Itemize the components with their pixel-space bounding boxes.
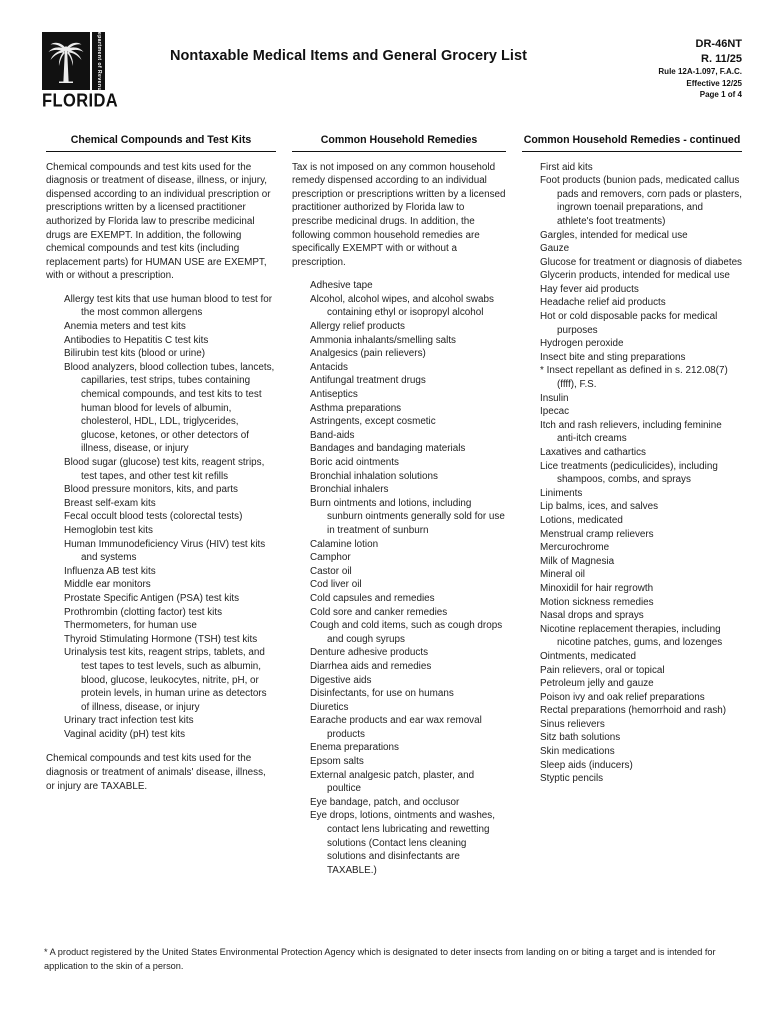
page-title: Nontaxable Medical Items and General Grocery List [169, 48, 527, 64]
list-item: Middle ear monitors [64, 579, 151, 591]
list-item: Gauze [540, 243, 570, 255]
list-item: Cold capsules and remedies [310, 592, 435, 604]
agency-name-vertical [92, 27, 105, 95]
list-item: Disinfectants, for use on humans [310, 688, 454, 700]
list-item: Allergy relief products [310, 321, 405, 333]
list-item: External analgesic patch, plaster, and poultice [310, 769, 475, 795]
list-item: Motion sickness remedies [540, 596, 654, 608]
list-item: Analgesics (pain relievers) [310, 348, 426, 360]
list-item: Bronchial inhalation solutions [310, 470, 438, 482]
list-item: Foot products (bunion pads, medicated callus pads and removers, corn pads or plasters, ingrown toenail preparations, and athlete's foot treatments) [540, 175, 742, 227]
list-item: Thyroid Stimulating Hormone (TSH) test kits [64, 633, 258, 645]
list-item: Castor oil [310, 565, 352, 577]
list-item: Eye drops, lotions, ointments and washes, contact lens lubricating and rewetting solutions (Contact lens cleaning solutions and disinfectants are TAXABLE.) [310, 810, 495, 876]
list-item: Antifungal treatment drugs [310, 375, 426, 387]
list-item: Mineral oil [540, 569, 586, 581]
form-metadata [577, 30, 742, 101]
list-item: Insect bite and sting preparations [540, 351, 686, 363]
column-heading: Common Household Remedies [292, 134, 506, 152]
list-item: Denture adhesive products [310, 647, 429, 659]
list-item: Digestive aids [310, 674, 372, 686]
list-item: Insulin [540, 392, 569, 404]
list-item: Blood analyzers, blood collection tubes, lancets, capillaries, test strips, tubes containing chemical compounds, and test kits to test human blood for levels of albumin, cholesterol, HDL, LDL, triglycerides, glucose, ketones, or other detectors of illness, disease, or injury [64, 361, 275, 455]
list-item: Anemia meters and test kits [64, 321, 186, 333]
list-item: Laxatives and cathartics [540, 447, 646, 459]
list-item: Blood pressure monitors, kits, and parts [64, 484, 238, 496]
title-block [120, 30, 577, 64]
list-item: Urinary tract infection test kits [64, 715, 194, 727]
list-item: First aid kits [540, 161, 593, 173]
list-item: Calamine lotion [310, 538, 379, 550]
form-page-number: Page 1 of 4 [699, 90, 742, 100]
palm-tree-icon [42, 32, 90, 90]
list-item: Thermometers, for human use [64, 620, 197, 632]
list-item: Camphor [310, 552, 351, 564]
form-code: DR-46NT [695, 38, 742, 50]
list-item: Breast self-exam kits [64, 497, 156, 509]
state-name: FLORIDA [42, 90, 119, 112]
column-body [292, 161, 506, 878]
list-item: Boric acid ointments [310, 457, 399, 469]
form-revision: R. 11/25 [701, 52, 742, 65]
list-item: Hot or cold disposable packs for medical purposes [540, 311, 718, 336]
agency-name-text: Department of Revenue [95, 27, 102, 95]
list-item: Ipecac [540, 406, 570, 418]
exempt-items-list [46, 293, 276, 742]
list-item: Urinalysis test kits, reagent strips, tablets, and test tapes to test levels, such as albumin, blood, glucose, leukocytes, nitrite, pH, or protein levels, in human urine as detectors of illness, disease, or injury [64, 647, 267, 713]
list-item: Antacids [310, 361, 348, 373]
list-item: Petroleum jelly and gauze [540, 678, 654, 690]
list-item: Burn ointments and lotions, including sunburn ointments generally sold for use in treatment of sunburn [310, 497, 505, 536]
list-item: Gargles, intended for medical use [540, 229, 688, 241]
list-item: Earache products and ear wax removal products [310, 715, 482, 740]
column-household-remedies-continued [514, 134, 750, 786]
list-item: Glucose for treatment or diagnosis of diabetes [540, 256, 742, 268]
list-item: Cold sore and canker remedies [310, 606, 448, 618]
list-item: Bronchial inhalers [310, 484, 389, 496]
list-item: Lip balms, ices, and salves [540, 501, 659, 513]
list-item: Sinus relievers [540, 718, 605, 730]
form-rule: Rule 12A-1.097, F.A.C. [658, 67, 742, 77]
list-item: Itch and rash relievers, including feminine anti-itch creams [540, 419, 722, 445]
column-heading: Common Household Remedies - continued [522, 134, 742, 152]
list-item: Human Immunodeficiency Virus (HIV) test kits and systems [64, 538, 266, 564]
list-item: Headache relief aid products [540, 297, 666, 309]
list-item: Adhesive tape [310, 280, 373, 292]
column-closing-note: Chemical compounds and test kits used for the diagnosis or treatment of animals' disease, illness, or injury are TAXABLE. [46, 753, 266, 792]
list-item: Antibodies to Hepatitis C test kits [64, 334, 209, 346]
list-item-footnoted: * Insect repellant as defined in s. 212.08(7)(ffff), F.S. [540, 365, 728, 391]
list-item: Nicotine replacement therapies, including nicotine patches, gums, and lozenges [540, 623, 723, 649]
list-item: Bilirubin test kits (blood or urine) [64, 348, 206, 360]
list-item: Sitz bath solutions [540, 732, 621, 744]
list-item: Epsom salts [310, 756, 364, 768]
list-item: Allergy test kits that use human blood to test for the most common allergens [64, 293, 273, 319]
list-item: Astringents, except cosmetic [310, 416, 436, 428]
form-effective-date: Effective 12/25 [686, 78, 742, 88]
column-body [46, 161, 276, 794]
list-item: Fecal occult blood tests (colorectal tests) [64, 511, 243, 523]
list-item: Mercurochrome [540, 542, 610, 554]
exempt-items-list [522, 161, 742, 786]
list-item: Enema preparations [310, 742, 399, 754]
document-header [0, 0, 770, 118]
list-item: Hydrogen peroxide [540, 338, 624, 350]
list-item: Diarrhea aids and remedies [310, 660, 432, 672]
footnote-text: * A product registered by the United States Environmental Protection Agency which is designated to deter insects from landing on or biting a target and is intended for application to the skin of a person. [44, 947, 716, 971]
list-item: Alcohol, alcohol wipes, and alcohol swabs containing ethyl or isopropyl alcohol [310, 293, 494, 319]
column-intro: Tax is not imposed on any common household remedy dispensed according to an individual prescription or prescriptions written by a licensed practitioner authorized by Florida law to prescribe medicinal drugs. In addition, the following common household remedies are specifically EXEMPT with or without a prescription. [292, 161, 506, 268]
list-item: Lotions, medicated [540, 514, 623, 526]
florida-dor-logo [42, 27, 120, 112]
list-item: Skin medications [540, 746, 615, 758]
list-item: Asthma preparations [310, 402, 402, 414]
list-item: Poison ivy and oak relief preparations [540, 691, 705, 703]
content-columns [0, 118, 770, 877]
list-item: Glycerin products, intended for medical use [540, 270, 730, 282]
logo-mark [42, 27, 120, 95]
list-item: Antiseptics [310, 389, 358, 401]
list-item: Menstrual cramp relievers [540, 528, 654, 540]
list-item: Milk of Magnesia [540, 555, 615, 567]
column-heading: Chemical Compounds and Test Kits [46, 134, 276, 152]
list-item: Sleep aids (inducers) [540, 759, 633, 771]
list-item: Lice treatments (pediculicides), including shampoos, combs, and sprays [540, 460, 718, 486]
list-item: Hay fever aid products [540, 283, 639, 295]
column-intro: Chemical compounds and test kits used for the diagnosis or treatment of disease, illness, or injury, dispensed according to an individual prescription or prescriptions written by a licensed practitioner authorized by Florida law to prescribe medicinal drugs are EXEMPT. In addition, the following chemical compounds and test kits (including replacement parts) for HUMAN USE are EXEMPT, with or without a prescription. [46, 161, 271, 282]
list-item: Eye bandage, patch, and occlusor [310, 796, 460, 808]
list-item: Blood sugar (glucose) test kits, reagent strips, test tapes, and other test kit refills [64, 457, 265, 482]
list-item: Prothrombin (clotting factor) test kits [64, 606, 223, 618]
list-item: Diuretics [310, 701, 349, 713]
list-item: Styptic pencils [540, 773, 604, 785]
column-household-remedies [284, 134, 514, 877]
column-body [522, 161, 742, 786]
page-footnote [0, 945, 770, 973]
list-item: Ointments, medicated [540, 650, 637, 662]
list-item: Cough and cold items, such as cough drops and cough syrups [310, 620, 503, 645]
list-item: Vaginal acidity (pH) test kits [64, 728, 186, 740]
list-item: Influenza AB test kits [64, 565, 156, 577]
list-item: Liniments [540, 487, 583, 499]
exempt-items-list [292, 279, 506, 877]
list-item: Ammonia inhalants/smelling salts [310, 334, 456, 346]
list-item: Prostate Specific Antigen (PSA) test kits [64, 592, 240, 604]
list-item: Bandages and bandaging materials [310, 443, 466, 455]
list-item: Band-aids [310, 429, 355, 441]
list-item: Rectal preparations (hemorrhoid and rash) [540, 705, 727, 717]
list-item: Minoxidil for hair regrowth [540, 582, 654, 594]
list-item: Pain relievers, oral or topical [540, 664, 665, 676]
list-item: Nasal drops and sprays [540, 610, 644, 622]
list-item: Hemoglobin test kits [64, 524, 153, 536]
list-item: Cod liver oil [310, 579, 362, 591]
column-chemical-compounds [38, 134, 284, 793]
